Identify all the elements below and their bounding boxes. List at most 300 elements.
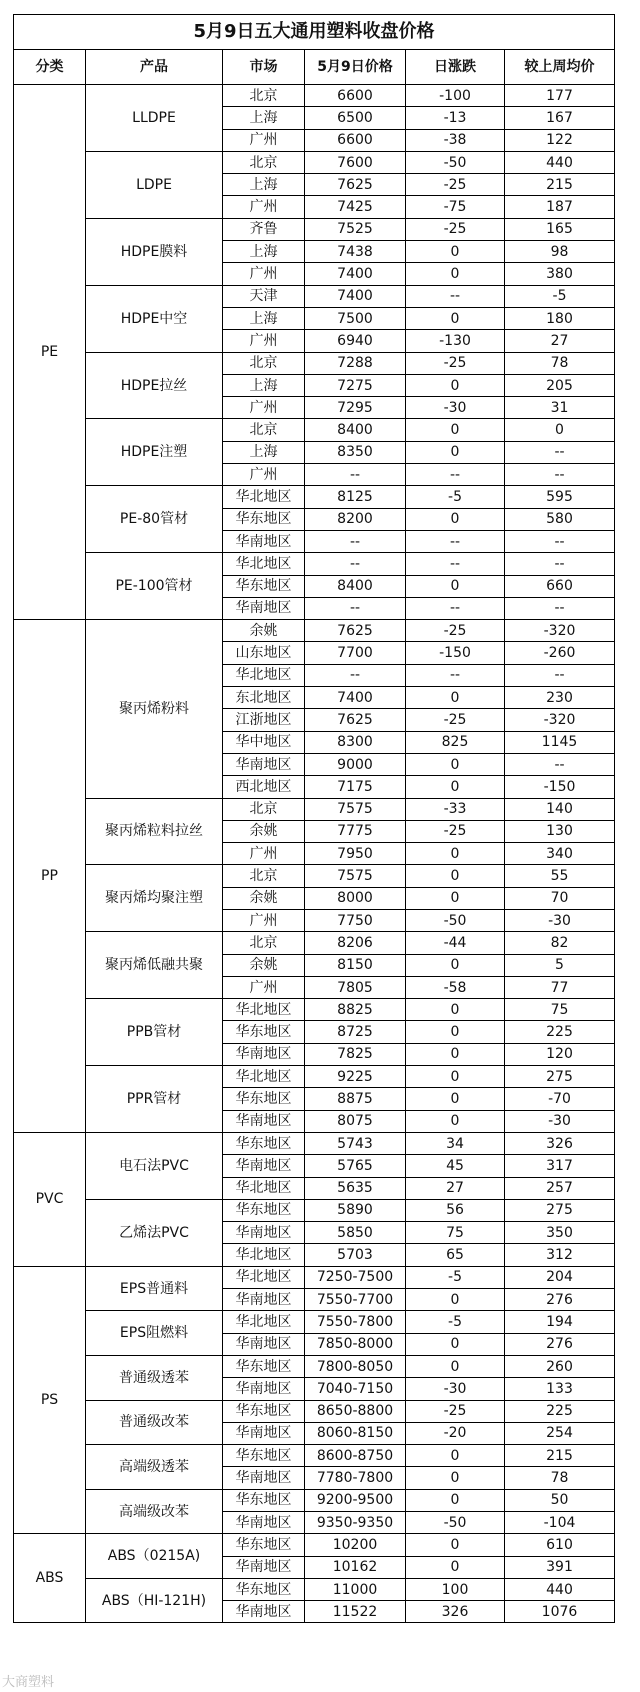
cell-price: --	[305, 553, 406, 575]
cell-market: 广州	[223, 976, 305, 998]
cell-daily-change: 0	[406, 887, 505, 909]
cell-weekly-change: 177	[505, 85, 615, 107]
table-row	[14, 932, 615, 954]
product-cell: EPS阻燃料	[86, 1311, 223, 1356]
cell-weekly-change: 380	[505, 263, 615, 285]
cell-weekly-change: --	[505, 441, 615, 463]
product-cell: HDPE拉丝	[86, 352, 223, 419]
price-table	[13, 14, 615, 1623]
cell-price: 7550-7700	[305, 1289, 406, 1311]
cell-price: 7950	[305, 843, 406, 865]
header-product: 产品	[86, 50, 223, 85]
header-price: 5月9日价格	[305, 50, 406, 85]
cell-daily-change: 0	[406, 1445, 505, 1467]
table-row	[14, 1445, 615, 1467]
cell-daily-change: 0	[406, 999, 505, 1021]
cell-daily-change: -75	[406, 196, 505, 218]
cell-price: 7850-8000	[305, 1333, 406, 1355]
cell-market: 广州	[223, 196, 305, 218]
cell-weekly-change: -320	[505, 620, 615, 642]
cell-daily-change: 65	[406, 1244, 505, 1266]
cell-daily-change: -44	[406, 932, 505, 954]
cell-weekly-change: --	[505, 530, 615, 552]
cell-price: 7780-7800	[305, 1467, 406, 1489]
cell-weekly-change: -104	[505, 1512, 615, 1534]
cell-daily-change: 0	[406, 1021, 505, 1043]
cell-weekly-change: 130	[505, 820, 615, 842]
cell-daily-change: 0	[406, 776, 505, 798]
cell-market: 广州	[223, 263, 305, 285]
cell-weekly-change: 391	[505, 1556, 615, 1578]
table-row	[14, 620, 615, 642]
product-cell: 普通级改苯	[86, 1400, 223, 1445]
cell-daily-change: --	[406, 553, 505, 575]
cell-weekly-change: 82	[505, 932, 615, 954]
cell-price: 7250-7500	[305, 1266, 406, 1288]
cell-daily-change: 0	[406, 241, 505, 263]
product-cell: LDPE	[86, 151, 223, 218]
cell-market: 西北地区	[223, 776, 305, 798]
product-cell: PE-80管材	[86, 486, 223, 553]
table-row	[14, 798, 615, 820]
cell-market: 华北地区	[223, 999, 305, 1021]
cell-market: 华东地区	[223, 575, 305, 597]
cell-market: 华南地区	[223, 530, 305, 552]
product-cell: HDPE注塑	[86, 419, 223, 486]
cell-price: 7550-7800	[305, 1311, 406, 1333]
product-cell: 乙烯法PVC	[86, 1199, 223, 1266]
cell-market: 华东地区	[223, 508, 305, 530]
cell-daily-change: -50	[406, 909, 505, 931]
cell-market: 华北地区	[223, 553, 305, 575]
cell-daily-change: -130	[406, 330, 505, 352]
cell-daily-change: 0	[406, 1066, 505, 1088]
cell-price: 7625	[305, 709, 406, 731]
cell-daily-change: 56	[406, 1199, 505, 1221]
cell-daily-change: 0	[406, 865, 505, 887]
cell-daily-change: -38	[406, 129, 505, 151]
cell-weekly-change: 0	[505, 419, 615, 441]
cell-weekly-change: 133	[505, 1378, 615, 1400]
cell-price: --	[305, 597, 406, 619]
cell-price: 6600	[305, 85, 406, 107]
cell-daily-change: 0	[406, 753, 505, 775]
product-cell: 聚丙烯均聚注塑	[86, 865, 223, 932]
cell-daily-change: --	[406, 285, 505, 307]
cell-daily-change: 0	[406, 419, 505, 441]
cell-daily-change: 0	[406, 1489, 505, 1511]
cell-price: 7625	[305, 620, 406, 642]
table-row	[14, 352, 615, 374]
cell-price: 6500	[305, 107, 406, 129]
cell-market: 上海	[223, 174, 305, 196]
cell-price: 7425	[305, 196, 406, 218]
cell-weekly-change: -30	[505, 1110, 615, 1132]
cell-price: 7040-7150	[305, 1378, 406, 1400]
table-row	[14, 285, 615, 307]
cell-daily-change: -5	[406, 1311, 505, 1333]
cell-weekly-change: 275	[505, 1066, 615, 1088]
cell-weekly-change: 276	[505, 1289, 615, 1311]
cell-weekly-change: 275	[505, 1199, 615, 1221]
cell-market: 华南地区	[223, 1422, 305, 1444]
cell-daily-change: -50	[406, 151, 505, 173]
cell-daily-change: 0	[406, 843, 505, 865]
cell-price: 8300	[305, 731, 406, 753]
cell-price: --	[305, 464, 406, 486]
cell-weekly-change: 254	[505, 1422, 615, 1444]
cell-weekly-change: 194	[505, 1311, 615, 1333]
cell-daily-change: 825	[406, 731, 505, 753]
cell-price: 7575	[305, 865, 406, 887]
cell-market: 广州	[223, 330, 305, 352]
cell-price: 7400	[305, 285, 406, 307]
table-row	[14, 218, 615, 240]
cell-daily-change: 100	[406, 1578, 505, 1600]
cell-daily-change: -150	[406, 642, 505, 664]
cell-market: 北京	[223, 798, 305, 820]
cell-market: 广州	[223, 397, 305, 419]
cell-daily-change: 0	[406, 508, 505, 530]
cell-market: 江浙地区	[223, 709, 305, 731]
cell-market: 华南地区	[223, 1333, 305, 1355]
cell-market: 华东地区	[223, 1355, 305, 1377]
table-row	[14, 419, 615, 441]
cell-price: 8200	[305, 508, 406, 530]
product-cell: 普通级透苯	[86, 1355, 223, 1400]
cell-market: 广州	[223, 909, 305, 931]
cell-price: 11522	[305, 1601, 406, 1623]
table-title: 5月9日五大通用塑料收盘价格	[14, 15, 615, 50]
cell-weekly-change: 75	[505, 999, 615, 1021]
cell-market: 余姚	[223, 820, 305, 842]
cell-daily-change: -25	[406, 1400, 505, 1422]
cell-weekly-change: 78	[505, 1467, 615, 1489]
cell-market: 北京	[223, 419, 305, 441]
table-row	[14, 85, 615, 107]
cell-market: 华东地区	[223, 1445, 305, 1467]
cell-daily-change: 0	[406, 1289, 505, 1311]
cell-daily-change: -25	[406, 620, 505, 642]
cell-market: 华北地区	[223, 486, 305, 508]
cell-daily-change: -58	[406, 976, 505, 998]
table-row	[14, 865, 615, 887]
cell-daily-change: 326	[406, 1601, 505, 1623]
cell-daily-change: 0	[406, 575, 505, 597]
table-row	[14, 486, 615, 508]
cell-weekly-change: -5	[505, 285, 615, 307]
product-cell: 高端级改苯	[86, 1489, 223, 1534]
cell-market: 华北地区	[223, 1244, 305, 1266]
cell-market: 华南地区	[223, 597, 305, 619]
product-cell: LLDPE	[86, 85, 223, 152]
cell-daily-change: -100	[406, 85, 505, 107]
cell-weekly-change: 77	[505, 976, 615, 998]
cell-price: 7295	[305, 397, 406, 419]
cell-market: 天津	[223, 285, 305, 307]
table-row	[14, 1311, 615, 1333]
cell-market: 华北地区	[223, 1266, 305, 1288]
product-cell: 高端级透苯	[86, 1445, 223, 1490]
cell-price: --	[305, 664, 406, 686]
cell-daily-change: 0	[406, 1110, 505, 1132]
cell-price: 5765	[305, 1155, 406, 1177]
product-cell: ABS（HI-121H)	[86, 1578, 223, 1623]
cell-weekly-change: -30	[505, 909, 615, 931]
cell-market: 东北地区	[223, 687, 305, 709]
cell-market: 广州	[223, 129, 305, 151]
cell-price: 8825	[305, 999, 406, 1021]
cell-weekly-change: 595	[505, 486, 615, 508]
cell-weekly-change: 1076	[505, 1601, 615, 1623]
cell-price: 8400	[305, 575, 406, 597]
cell-weekly-change: --	[505, 753, 615, 775]
table-row	[14, 553, 615, 575]
cell-market: 华北地区	[223, 1311, 305, 1333]
cell-weekly-change: 204	[505, 1266, 615, 1288]
cell-price: 8400	[305, 419, 406, 441]
category-cell: ABS	[14, 1534, 86, 1623]
cell-weekly-change: 180	[505, 307, 615, 329]
cell-market: 华南地区	[223, 1378, 305, 1400]
cell-daily-change: -30	[406, 397, 505, 419]
cell-daily-change: 34	[406, 1132, 505, 1154]
cell-market: 华东地区	[223, 1021, 305, 1043]
cell-market: 华南地区	[223, 1601, 305, 1623]
cell-weekly-change: 70	[505, 887, 615, 909]
cell-price: 8060-8150	[305, 1422, 406, 1444]
cell-price: 5703	[305, 1244, 406, 1266]
cell-weekly-change: -260	[505, 642, 615, 664]
cell-market: 广州	[223, 843, 305, 865]
cell-market: 华东地区	[223, 1132, 305, 1154]
cell-market: 华东地区	[223, 1199, 305, 1221]
category-cell: PP	[14, 620, 86, 1133]
cell-weekly-change: 50	[505, 1489, 615, 1511]
category-cell: PS	[14, 1266, 86, 1534]
cell-weekly-change: 340	[505, 843, 615, 865]
cell-daily-change: 0	[406, 263, 505, 285]
cell-daily-change: 45	[406, 1155, 505, 1177]
table-row	[14, 1578, 615, 1600]
cell-weekly-change: -320	[505, 709, 615, 731]
cell-weekly-change: -150	[505, 776, 615, 798]
cell-market: 上海	[223, 307, 305, 329]
cell-price: 6940	[305, 330, 406, 352]
table-row	[14, 1534, 615, 1556]
cell-daily-change: -25	[406, 709, 505, 731]
cell-weekly-change: 440	[505, 151, 615, 173]
table-row	[14, 151, 615, 173]
cell-daily-change: -5	[406, 1266, 505, 1288]
cell-daily-change: 0	[406, 1088, 505, 1110]
cell-market: 华南地区	[223, 1512, 305, 1534]
cell-daily-change: --	[406, 464, 505, 486]
cell-weekly-change: 27	[505, 330, 615, 352]
cell-market: 齐鲁	[223, 218, 305, 240]
cell-market: 华中地区	[223, 731, 305, 753]
product-cell: PE-100管材	[86, 553, 223, 620]
cell-daily-change: -30	[406, 1378, 505, 1400]
cell-market: 山东地区	[223, 642, 305, 664]
cell-market: 余姚	[223, 620, 305, 642]
cell-price: 9200-9500	[305, 1489, 406, 1511]
cell-price: 7400	[305, 263, 406, 285]
cell-weekly-change: 312	[505, 1244, 615, 1266]
cell-daily-change: -25	[406, 218, 505, 240]
cell-daily-change: 0	[406, 1355, 505, 1377]
cell-price: 11000	[305, 1578, 406, 1600]
cell-price: 7775	[305, 820, 406, 842]
header-market: 市场	[223, 50, 305, 85]
cell-price: 7800-8050	[305, 1355, 406, 1377]
cell-weekly-change: 1145	[505, 731, 615, 753]
cell-market: 华南地区	[223, 1043, 305, 1065]
cell-weekly-change: 122	[505, 129, 615, 151]
cell-market: 华南地区	[223, 1222, 305, 1244]
product-cell: 聚丙烯低融共聚	[86, 932, 223, 999]
cell-weekly-change: 187	[505, 196, 615, 218]
table-row	[14, 1199, 615, 1221]
cell-daily-change: 0	[406, 441, 505, 463]
cell-price: 7288	[305, 352, 406, 374]
cell-market: 上海	[223, 107, 305, 129]
cell-price: 8650-8800	[305, 1400, 406, 1422]
cell-price: 9225	[305, 1066, 406, 1088]
cell-daily-change: -25	[406, 820, 505, 842]
cell-price: 10162	[305, 1556, 406, 1578]
product-cell: PPR管材	[86, 1066, 223, 1133]
cell-price: 8725	[305, 1021, 406, 1043]
header-daily-change: 日涨跌	[406, 50, 505, 85]
cell-price: 7825	[305, 1043, 406, 1065]
cell-price: 7500	[305, 307, 406, 329]
cell-daily-change: 0	[406, 954, 505, 976]
cell-market: 华南地区	[223, 1467, 305, 1489]
cell-market: 华东地区	[223, 1088, 305, 1110]
cell-price: 8000	[305, 887, 406, 909]
cell-price: 7700	[305, 642, 406, 664]
cell-daily-change: 27	[406, 1177, 505, 1199]
product-cell: EPS普通料	[86, 1266, 223, 1311]
table-row	[14, 1489, 615, 1511]
cell-market: 华南地区	[223, 1289, 305, 1311]
cell-weekly-change: 78	[505, 352, 615, 374]
cell-price: 7438	[305, 241, 406, 263]
cell-weekly-change: --	[505, 597, 615, 619]
cell-market: 华南地区	[223, 1556, 305, 1578]
cell-daily-change: 0	[406, 1043, 505, 1065]
cell-price: --	[305, 530, 406, 552]
cell-price: 9000	[305, 753, 406, 775]
cell-price: 8125	[305, 486, 406, 508]
watermark: 大商塑料	[2, 1675, 55, 1690]
cell-weekly-change: 580	[505, 508, 615, 530]
cell-weekly-change: 98	[505, 241, 615, 263]
cell-market: 华南地区	[223, 753, 305, 775]
cell-market: 华南地区	[223, 1110, 305, 1132]
cell-weekly-change: 215	[505, 1445, 615, 1467]
cell-daily-change: --	[406, 597, 505, 619]
cell-price: 8875	[305, 1088, 406, 1110]
cell-weekly-change: 326	[505, 1132, 615, 1154]
cell-price: 7625	[305, 174, 406, 196]
cell-daily-change: -20	[406, 1422, 505, 1444]
cell-weekly-change: 120	[505, 1043, 615, 1065]
cell-weekly-change: -70	[505, 1088, 615, 1110]
table-row	[14, 999, 615, 1021]
header-row	[14, 50, 615, 85]
cell-price: 7575	[305, 798, 406, 820]
cell-weekly-change: 610	[505, 1534, 615, 1556]
cell-price: 8206	[305, 932, 406, 954]
cell-price: 8075	[305, 1110, 406, 1132]
cell-daily-change: -50	[406, 1512, 505, 1534]
cell-weekly-change: 55	[505, 865, 615, 887]
cell-daily-change: 0	[406, 1556, 505, 1578]
cell-market: 北京	[223, 865, 305, 887]
cell-market: 华东地区	[223, 1534, 305, 1556]
cell-market: 余姚	[223, 954, 305, 976]
cell-weekly-change: 215	[505, 174, 615, 196]
cell-weekly-change: 660	[505, 575, 615, 597]
cell-market: 广州	[223, 464, 305, 486]
cell-market: 北京	[223, 932, 305, 954]
cell-weekly-change: 167	[505, 107, 615, 129]
cell-market: 华东地区	[223, 1400, 305, 1422]
cell-daily-change: -25	[406, 174, 505, 196]
cell-market: 上海	[223, 441, 305, 463]
cell-price: 8600-8750	[305, 1445, 406, 1467]
cell-weekly-change: 260	[505, 1355, 615, 1377]
cell-market: 北京	[223, 352, 305, 374]
table-row	[14, 1400, 615, 1422]
product-cell: PPB管材	[86, 999, 223, 1066]
cell-price: 7175	[305, 776, 406, 798]
cell-price: 9350-9350	[305, 1512, 406, 1534]
cell-daily-change: 0	[406, 1333, 505, 1355]
cell-weekly-change: 440	[505, 1578, 615, 1600]
category-cell: PVC	[14, 1132, 86, 1266]
cell-market: 余姚	[223, 887, 305, 909]
header-weekly-change: 较上周均价	[505, 50, 615, 85]
cell-market: 华北地区	[223, 1066, 305, 1088]
product-cell: ABS（0215A)	[86, 1534, 223, 1579]
cell-daily-change: 0	[406, 1534, 505, 1556]
table-row	[14, 1066, 615, 1088]
cell-price: 7400	[305, 687, 406, 709]
cell-price: 6600	[305, 129, 406, 151]
cell-weekly-change: 140	[505, 798, 615, 820]
cell-weekly-change: 276	[505, 1333, 615, 1355]
cell-daily-change: 0	[406, 307, 505, 329]
category-cell: PE	[14, 85, 86, 620]
cell-daily-change: -33	[406, 798, 505, 820]
cell-price: 7805	[305, 976, 406, 998]
product-cell: HDPE中空	[86, 285, 223, 352]
cell-weekly-change: 317	[505, 1155, 615, 1177]
product-cell: 聚丙烯粒料拉丝	[86, 798, 223, 865]
product-cell: 聚丙烯粉料	[86, 620, 223, 798]
cell-daily-change: --	[406, 530, 505, 552]
cell-market: 上海	[223, 241, 305, 263]
table-row	[14, 1355, 615, 1377]
cell-daily-change: 0	[406, 1467, 505, 1489]
cell-price: 5743	[305, 1132, 406, 1154]
cell-price: 5890	[305, 1199, 406, 1221]
table-row	[14, 1132, 615, 1154]
cell-market: 北京	[223, 85, 305, 107]
